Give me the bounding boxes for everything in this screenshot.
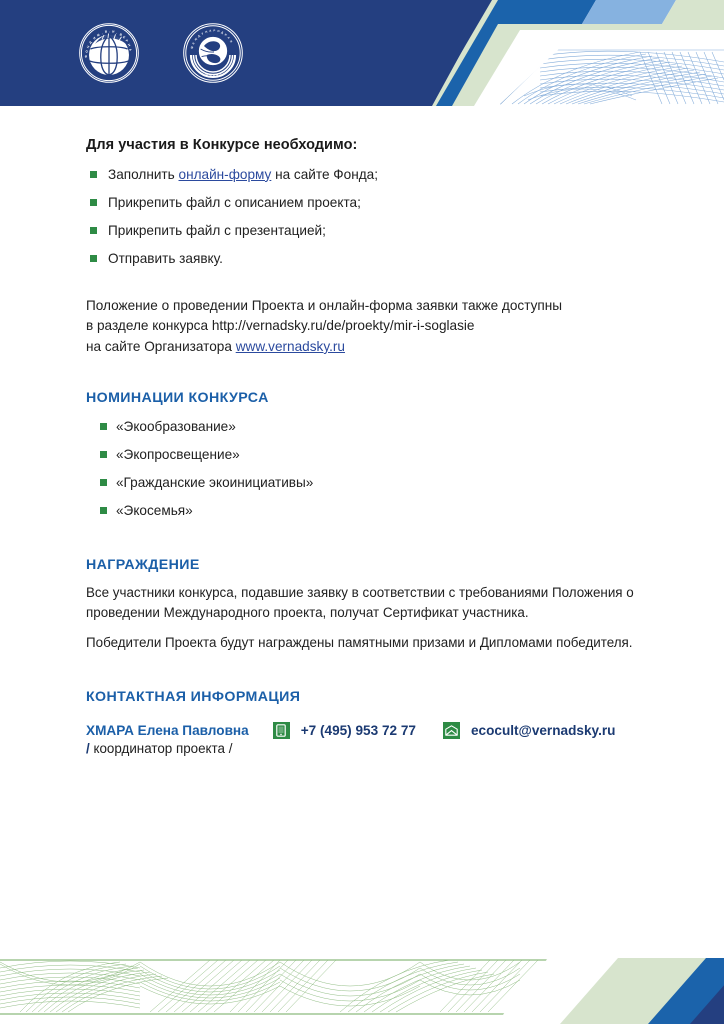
nomination-label: «Гражданские экоинициативы»	[116, 475, 314, 491]
nomination-label: «Экопросвещение»	[116, 447, 240, 463]
role-slash-right: /	[228, 740, 233, 756]
role-slash-left: /	[86, 740, 90, 756]
list-item-text: Прикрепить файл с презентацией;	[108, 222, 326, 238]
award-section	[86, 557, 652, 653]
organizer-site-link[interactable]: www.vernadsky.ru	[235, 338, 345, 354]
svg-text:Я: Я	[229, 39, 233, 44]
list-item	[86, 192, 652, 213]
bullet-square-icon	[90, 255, 97, 262]
participation-section	[86, 136, 652, 269]
award-paragraph-1: Все участники конкурса, подавшие заявку в соответствии с требованиями Положения о проведении Международного проекта, получат Сертификат участника.	[86, 584, 634, 620]
bullet-square-icon	[90, 199, 97, 206]
participation-title: Для участия в Конкурсе необходимо:	[86, 137, 358, 153]
svg-text:Е: Е	[121, 35, 127, 40]
svg-text:Р: Р	[124, 38, 130, 43]
contact-person-name: ХМАРА Елена Павловна	[86, 722, 249, 738]
bullet-square-icon	[100, 507, 107, 514]
list-item-text: Отправить заявку.	[108, 251, 223, 267]
award-heading: НАГРАЖДЕНИЕ	[86, 556, 200, 573]
svg-text:.: .	[108, 29, 110, 34]
nominations-heading: НОМИНАЦИИ КОНКУРСА	[86, 390, 269, 407]
svg-text:Н: Н	[126, 43, 132, 48]
list-item	[86, 472, 652, 493]
header-logos	[78, 22, 244, 84]
role-text: координатор проекта	[93, 740, 225, 756]
footer-decorative-banner	[0, 938, 724, 1024]
mobile-phone-glyph	[276, 724, 286, 737]
nominations-list	[86, 416, 652, 521]
svg-text:Ф: Ф	[83, 54, 89, 59]
svg-text:.: .	[101, 31, 104, 36]
svg-text:Н: Н	[223, 33, 228, 37]
nomination-label: «Экосемья»	[116, 503, 193, 519]
contacts-heading: КОНТАКТНАЯ ИНФОРМАЦИЯ	[86, 688, 301, 705]
bullet-square-icon	[100, 479, 107, 486]
online-form-link[interactable]: онлайн-форму	[178, 166, 272, 182]
svg-text:Д: Д	[197, 34, 201, 39]
svg-text:В: В	[104, 29, 108, 34]
svg-text:С: С	[219, 72, 223, 77]
availability-line-3	[86, 337, 652, 357]
list-item	[86, 220, 652, 241]
contact-row	[86, 722, 652, 739]
contact-phone[interactable]: +7 (495) 953 72 77	[300, 722, 416, 738]
availability-section	[86, 296, 652, 357]
bullet-square-icon	[100, 451, 107, 458]
contact-email[interactable]: ecocult@vernadsky.ru	[470, 722, 616, 738]
list-item-text-before: Заполнить	[108, 166, 179, 182]
svg-text:Д: Д	[88, 40, 93, 45]
svg-text:Е: Е	[192, 41, 196, 46]
svg-text:И: И	[216, 73, 219, 78]
svg-text:.: .	[115, 30, 118, 35]
svg-text:И: И	[92, 35, 97, 41]
bullet-square-icon	[90, 227, 97, 234]
mir-i-soglasie-logo	[182, 22, 244, 84]
svg-text:М: М	[190, 46, 195, 50]
vernadsky-foundation-logo	[78, 22, 140, 84]
availability-line-3-text: на сайте Организатора	[86, 338, 236, 354]
page-footer	[0, 938, 724, 1024]
award-paragraph-2: Победители Проекта будут награждены памятными призами и Дипломами победителя.	[86, 634, 633, 650]
svg-text:М: М	[205, 73, 208, 77]
svg-text:У: У	[201, 32, 204, 36]
list-item	[86, 444, 652, 465]
list-item-text-after: на сайте Фонда;	[271, 166, 378, 182]
contacts-section	[86, 689, 652, 756]
list-item	[86, 500, 652, 521]
contact-role	[86, 741, 652, 756]
availability-line-1: Положение о проведении Проекта и онлайн-форма заявки также доступны	[86, 298, 563, 314]
envelope-glyph	[445, 725, 458, 736]
nomination-label: «Экообразование»	[116, 419, 236, 435]
list-item-text: Прикрепить файл с описанием проекта;	[108, 194, 361, 210]
svg-text:О: О	[216, 29, 220, 34]
envelope-icon	[443, 722, 460, 739]
svg-text:О: О	[84, 49, 90, 54]
list-item	[86, 164, 652, 185]
mobile-phone-icon	[273, 722, 290, 739]
page-header	[0, 0, 724, 106]
svg-text:Р: Р	[212, 74, 215, 78]
bullet-square-icon	[100, 423, 107, 430]
svg-text:Р: Р	[213, 29, 216, 33]
svg-text:В: В	[118, 32, 123, 37]
svg-text:Д: Д	[220, 31, 224, 35]
list-item	[86, 416, 652, 437]
svg-text:Н: Н	[205, 30, 208, 34]
svg-text:А: А	[128, 47, 133, 52]
svg-text:Ж: Ж	[194, 37, 199, 42]
participation-list	[86, 164, 652, 269]
svg-text:М: М	[96, 32, 101, 38]
svg-text:А: А	[209, 29, 212, 33]
svg-text:Н: Н	[85, 44, 91, 49]
availability-line-2: в разделе конкурса http://vernadsky.ru/de/proekty/mir-i-soglasie	[86, 318, 475, 334]
list-item	[86, 248, 652, 269]
svg-text:И: И	[111, 29, 115, 34]
svg-text:А: А	[226, 36, 231, 40]
svg-text:И: И	[209, 74, 212, 78]
bullet-square-icon	[90, 171, 97, 178]
document-body	[86, 136, 652, 756]
nominations-section	[86, 390, 652, 521]
